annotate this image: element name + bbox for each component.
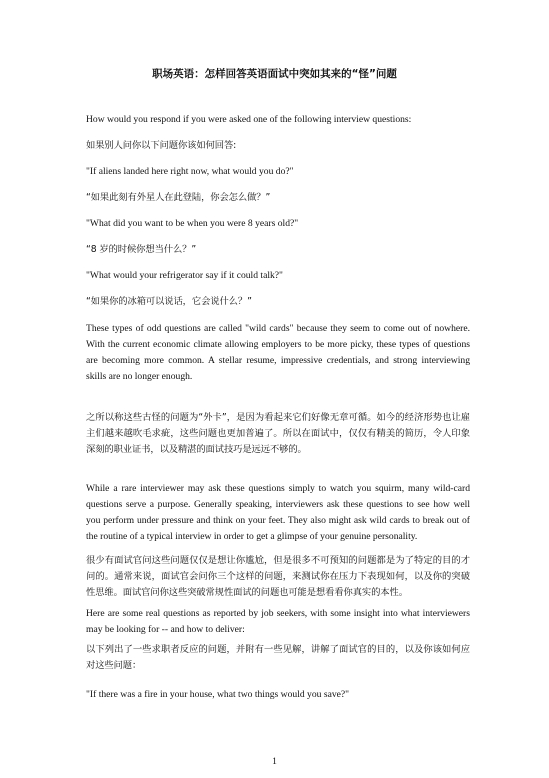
question-aliens-zh: “如果此刻有外星人在此登陆，你会怎么做？” — [86, 192, 271, 203]
question-refrigerator-en: "What would your refrigerator say if it could talk?" — [86, 270, 283, 281]
page-number: 1 — [272, 757, 277, 767]
question-age-en: "What did you want to be when you were 8 years old?" — [86, 218, 299, 229]
paragraph-wild-cards-zh: 之所以称这些古怪的问题为“外卡”，是因为看起来它们好像无章可循。如今的经济形势也让雇主们越来越吹毛求疵，这些问题也更加普遍了。所以在面试中，仅仅有精美的简历，令人印象深刻的职业证书，以及精湛的面试技巧是远远不够的。 — [86, 412, 470, 455]
question-fire-en: "If there was a fire in your house, what two things would you save?" — [86, 689, 350, 700]
paragraph-real-questions-en: Here are some real questions as reported by job seekers, with some insight into what interviewers may be looking for -- and how to deliver: — [86, 608, 470, 635]
paragraph-intro-zh: 如果别人问你以下问题你该如何回答: — [86, 140, 237, 151]
paragraph-purpose-en: While a rare interviewer may ask these questions simply to watch you squirm, many wild-card questions serve a purpose. Generally speaking, interviewers ask these questions to see how well you perform under pressure and think on your feet. They also might ask wild cards to break out of the routine of a typical interview in order to get a glimpse of your genuine personality. — [86, 483, 470, 542]
question-aliens-en: "If aliens landed here right now, what would you do?" — [86, 166, 294, 177]
paragraph-real-questions-zh: 以下列出了一些求职者反应的问题，并附有一些见解，讲解了面试官的目的，以及你该如何应对这些问题： — [86, 644, 470, 671]
document-title: 职场英语：怎样回答英语面试中突如其来的“怪”问题 — [152, 68, 397, 80]
paragraph-intro-en: How would you respond if you were asked one of the following interview questions: — [86, 114, 412, 125]
question-refrigerator-zh: “如果你的冰箱可以说话，它会说什么？” — [86, 296, 252, 307]
paragraph-purpose-zh: 很少有面试官问这些问题仅仅是想让你尴尬，但是很多不可预知的问题都是为了特定的目的才问的。通常来说，面试官会问你三个这样的问题，来测试你在压力下表现如何，以及你的突破性思维。面试官问你这些突破常规性面试的问题也可能是想看看你真实的本性。 — [86, 555, 470, 598]
question-age-zh: “8 岁的时候你想当什么？” — [86, 244, 197, 255]
paragraph-wild-cards-en: These types of odd questions are called "wild cards" because they seem to come out of nowhere. With the current economic climate allowing employers to be more picky, these types of questions are becoming more common. A stellar resume, impressive credentials, and strong interviewing skills are no longer enough. — [86, 323, 470, 382]
